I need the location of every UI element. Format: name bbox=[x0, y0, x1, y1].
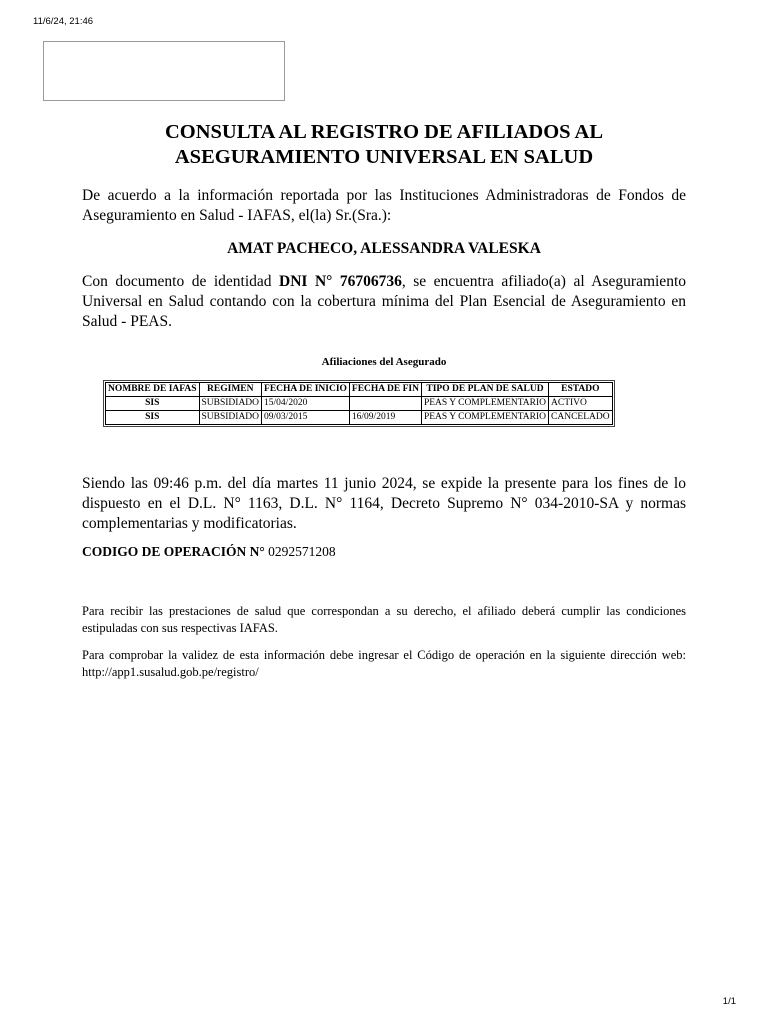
cell-end-date: 16/09/2019 bbox=[349, 411, 421, 425]
header-status: ESTADO bbox=[549, 383, 613, 397]
table-row bbox=[106, 397, 613, 411]
identity-paragraph bbox=[82, 272, 686, 332]
affiliations-table bbox=[105, 382, 613, 425]
cell-plan-type: PEAS Y COMPLEMENTARIO bbox=[421, 397, 548, 411]
page-number: 1/1 bbox=[722, 996, 736, 1007]
header-regimen: REGIMEN bbox=[199, 383, 262, 397]
header-start-date: FECHA DE INICIO bbox=[262, 383, 350, 397]
operation-code-label: CODIGO DE OPERACIÓN N° bbox=[82, 544, 265, 559]
table-header-row bbox=[106, 383, 613, 397]
header-plan-type: TIPO DE PLAN DE SALUD bbox=[421, 383, 548, 397]
cell-start-date: 15/04/2020 bbox=[262, 397, 350, 411]
logo-placeholder bbox=[43, 41, 285, 101]
cell-status: ACTIVO bbox=[549, 397, 613, 411]
cell-end-date bbox=[349, 397, 421, 411]
table-row bbox=[106, 411, 613, 425]
issue-paragraph: Siendo las 09:46 p.m. del día martes 11 junio 2024, se expide la presente para los fines de lo dispuesto en el D.L. N° 1163, D.L. N° 1164, Decreto Supremo N° 034-2010-SA y normas complementarias y modificatorias. bbox=[82, 475, 686, 532]
cell-status: CANCELADO bbox=[549, 411, 613, 425]
affiliate-name: AMAT PACHECO, ALESSANDRA VALESKA bbox=[227, 240, 541, 257]
document-title bbox=[82, 120, 686, 170]
cell-regimen: SUBSIDIADO bbox=[199, 397, 262, 411]
validation-note: Para comprobar la validez de esta información debe ingresar el Código de operación en la siguiente dirección web: http://app1.susalud.gob.pe/registro/ bbox=[82, 648, 686, 679]
header-end-date: FECHA DE FIN bbox=[349, 383, 421, 397]
intro-paragraph: De acuerdo a la información reportada por las Instituciones Administradoras de Fondos de Aseguramiento en Salud - IAFAS, el(la) Sr.(Sra.): bbox=[82, 187, 686, 224]
doc-prefix: Con documento de identidad bbox=[82, 273, 280, 290]
title-line-2: ASEGURAMIENTO UNIVERSAL EN SALUD bbox=[174, 146, 594, 168]
cell-plan-type: PEAS Y COMPLEMENTARIO bbox=[421, 411, 548, 425]
dni-number: DNI N° 76706736 bbox=[279, 273, 402, 290]
operation-code-value: 0292571208 bbox=[264, 544, 336, 559]
cell-start-date: 09/03/2015 bbox=[262, 411, 350, 425]
cell-regimen: SUBSIDIADO bbox=[199, 411, 262, 425]
title-line-1: CONSULTA AL REGISTRO DE AFILIADOS AL bbox=[164, 121, 604, 143]
operation-code bbox=[82, 544, 336, 560]
cell-iafas: SIS bbox=[106, 397, 200, 411]
table-caption: Afiliaciones del Asegurado bbox=[321, 356, 447, 368]
cell-iafas: SIS bbox=[106, 411, 200, 425]
header-iafas: NOMBRE DE IAFAS bbox=[106, 383, 200, 397]
doc-suffix: , se encuentra afiliado(a) al Aseguramiento Universal en Salud contando con la cobertura mínima del Plan Esencial de Aseguramiento en Salud - PEAS. bbox=[82, 273, 686, 330]
benefits-note: Para recibir las prestaciones de salud que correspondan a su derecho, el afiliado deberá cumplir las condiciones estipuladas con sus respectivas IAFAS. bbox=[82, 604, 686, 635]
print-timestamp: 11/6/24, 21:46 bbox=[33, 16, 94, 27]
